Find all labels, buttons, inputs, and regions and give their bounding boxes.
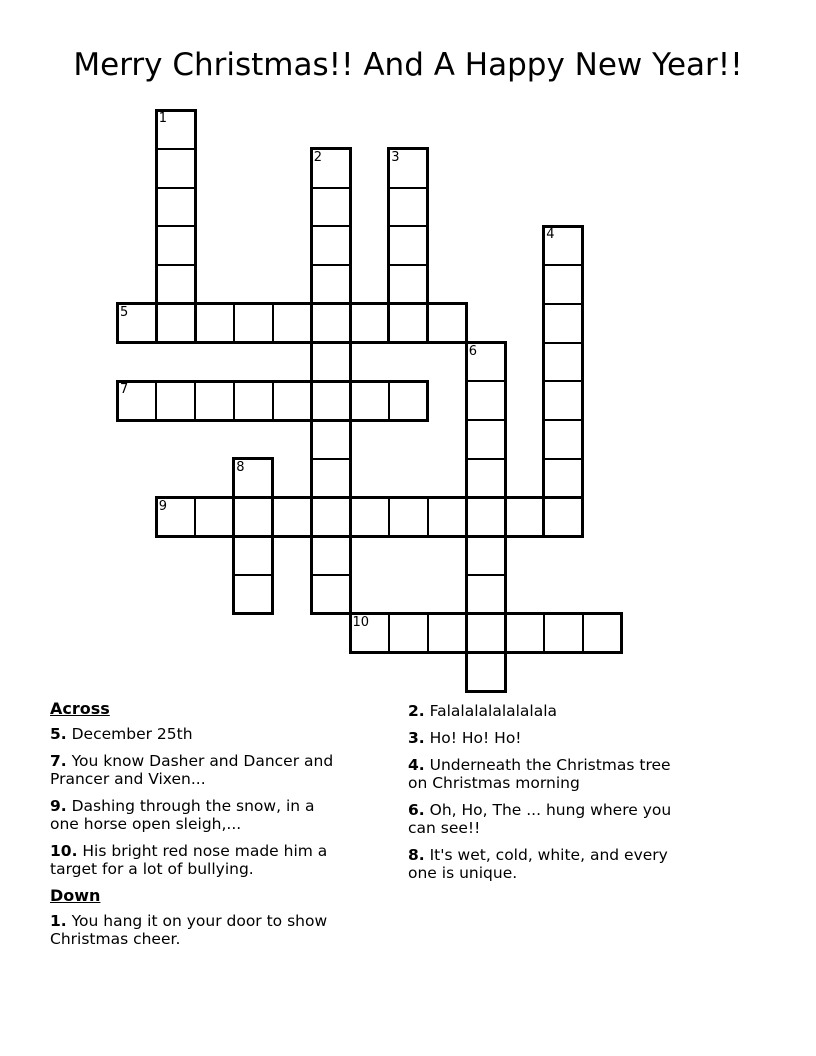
- clue-across-5: [50, 725, 400, 743]
- clue-down-8-line-1: 8. It's wet, cold, white, and every: [408, 846, 668, 864]
- grid-cell-r5-c7: [388, 303, 429, 344]
- clue-across-9-line-1: 9. Dashing through the snow, in a: [50, 797, 315, 815]
- down-heading: Down: [50, 886, 101, 905]
- grid-cell-r5-c11: [543, 303, 584, 344]
- grid-cell-r7-c3: [233, 380, 274, 421]
- grid-cell-r4-c7: [388, 264, 429, 305]
- grid-cell-r10-c10: [504, 497, 545, 538]
- clue-number-4: 4.: [408, 756, 425, 774]
- cell-number-3: 3: [391, 149, 400, 165]
- clue-down-6-line-1: 6. Oh, Ho, The ... hung where you: [408, 801, 672, 819]
- clue-down-4: [408, 756, 778, 792]
- grid-cell-r7-c5: [310, 380, 351, 421]
- clue-down-3: [408, 729, 778, 747]
- clue-number-9: 9.: [50, 797, 67, 815]
- grid-cell-r10-c2: [194, 497, 235, 538]
- clue-number-2: 2.: [408, 702, 425, 720]
- cell-number-6: 6: [468, 343, 478, 359]
- grid-cell-r7-c7: [388, 380, 429, 421]
- grid-cell-r5-c3: [233, 303, 274, 344]
- clue-across-10-line-1: 10. His bright red nose made him a: [50, 842, 328, 860]
- grid-cell-r9-c9: [465, 458, 506, 499]
- grid-cell-r5-c5: [310, 303, 351, 344]
- clue-down-8-line-2: one is unique.: [408, 864, 518, 882]
- grid-cell-r10-c8: [427, 497, 468, 538]
- clue-across-7: [50, 752, 400, 788]
- clue-number-7: 7.: [50, 752, 67, 770]
- grid-cell-r8-c11: [543, 419, 584, 460]
- down-clue-list-left: [50, 912, 400, 948]
- clue-across-9: [50, 797, 400, 833]
- clue-down-6-line-2: can see!!: [408, 819, 481, 837]
- grid-cell-r11-c3: [233, 535, 274, 576]
- grid-cell-r10-c6: [349, 497, 390, 538]
- grid-cell-r3-c1: [155, 225, 196, 266]
- cell-number-8: 8: [236, 459, 245, 475]
- grid-cell-r2-c1: [155, 187, 196, 228]
- clue-down-6: [408, 801, 778, 837]
- grid-cell-r9-c5: [310, 458, 351, 499]
- clue-down-1-line-2: Christmas cheer.: [50, 930, 181, 948]
- grid-cell-r8-c9: [465, 419, 506, 460]
- clue-number-1: 1.: [50, 912, 67, 930]
- grid-cell-r13-c7: [388, 613, 429, 654]
- clue-down-4-line-1: 4. Underneath the Christmas tree: [408, 756, 671, 774]
- clue-across-7-line-1: 7. You know Dasher and Dancer and: [50, 752, 334, 770]
- clue-down-1-line-1: 1. You hang it on your door to show: [50, 912, 328, 930]
- grid-cell-r10-c9: [465, 497, 506, 538]
- grid-cell-r10-c5: [310, 497, 351, 538]
- clue-down-1: [50, 912, 400, 948]
- grid-cell-r5-c2: [194, 303, 235, 344]
- cell-number-1: 1: [158, 111, 168, 126]
- grid-cell-r5-c6: [349, 303, 390, 344]
- grid-cell-r11-c9: [465, 535, 506, 576]
- clue-number-8: 8.: [408, 846, 425, 864]
- grid-cell-r13-c8: [427, 613, 468, 654]
- grid-cell-r14-c9: [465, 652, 506, 693]
- grid-cell-r7-c4: [272, 380, 313, 421]
- grid-cell-r4-c5: [310, 264, 351, 305]
- clue-down-2-line-1: 2. Falalalalalalalala: [408, 702, 558, 720]
- clues-right-column: [408, 702, 778, 891]
- clue-across-9-line-2: one horse open sleigh,...: [50, 815, 242, 833]
- cell-number-5: 5: [120, 304, 129, 320]
- clue-number-6: 6.: [408, 801, 425, 819]
- grid-cell-r13-c11: [543, 613, 584, 654]
- grid-cell-r1-c1: [155, 148, 196, 189]
- clues-left-column: [50, 700, 400, 957]
- grid-cell-r13-c10: [504, 613, 545, 654]
- grid-cell-r10-c4: [272, 497, 313, 538]
- grid-cell-r6-c11: [543, 342, 584, 383]
- clue-across-10-line-2: target for a lot of bullying.: [50, 860, 254, 878]
- clue-across-5-line-1: 5. December 25th: [50, 725, 193, 743]
- grid-cell-r7-c1: [155, 380, 196, 421]
- cell-number-10: 10: [352, 614, 370, 630]
- grid-cell-r9-c11: [543, 458, 584, 499]
- grid-cell-r2-c5: [310, 187, 351, 228]
- grid-cell-r4-c1: [155, 264, 196, 305]
- grid-cell-r10-c11: [543, 497, 584, 538]
- grid-cell-r10-c7: [388, 497, 429, 538]
- grid-cell-r10-c3: [233, 497, 274, 538]
- down-clue-list-right: [408, 702, 778, 882]
- grid-cell-r3-c5: [310, 225, 351, 266]
- grid-cell-r8-c5: [310, 419, 351, 460]
- clue-down-4-line-2: on Christmas morning: [408, 774, 580, 792]
- cell-number-2: 2: [313, 149, 323, 165]
- across-heading: Across: [50, 699, 110, 718]
- clue-number-3: 3.: [408, 729, 425, 747]
- grid-cell-r11-c5: [310, 535, 351, 576]
- cell-number-4: 4: [546, 227, 555, 243]
- grid-cell-r12-c5: [310, 574, 351, 615]
- grid-cell-r5-c1: [155, 303, 196, 344]
- grid-cell-r13-c9: [465, 613, 506, 654]
- grid-cell-r5-c8: [427, 303, 468, 344]
- clue-number-5: 5.: [50, 725, 67, 743]
- cell-number-7: 7: [120, 382, 129, 398]
- page-title: Merry Christmas!! And A Happy New Year!!: [73, 47, 743, 83]
- grid-cell-r13-c12: [582, 613, 623, 654]
- grid-cell-r7-c6: [349, 380, 390, 421]
- clue-down-8: [408, 846, 778, 882]
- grid-cell-r12-c9: [465, 574, 506, 615]
- clue-across-7-line-2: Prancer and Vixen...: [50, 770, 206, 788]
- grid-cell-r4-c11: [543, 264, 584, 305]
- clue-down-2: [408, 702, 778, 720]
- clue-down-3-line-1: 3. Ho! Ho! Ho!: [408, 729, 522, 747]
- grid-cell-r7-c2: [194, 380, 235, 421]
- grid-cell-r7-c11: [543, 380, 584, 421]
- grid-cell-r7-c9: [465, 380, 506, 421]
- clue-across-10: [50, 842, 400, 878]
- grid-cell-r2-c7: [388, 187, 429, 228]
- cell-number-9: 9: [158, 498, 168, 514]
- grid-cell-r3-c7: [388, 225, 429, 266]
- grid-cell-r5-c4: [272, 303, 313, 344]
- grid-cell-r12-c3: [233, 574, 274, 615]
- across-clue-list: [50, 725, 400, 878]
- clue-number-10: 10.: [50, 842, 78, 860]
- grid-cell-r6-c5: [310, 342, 351, 383]
